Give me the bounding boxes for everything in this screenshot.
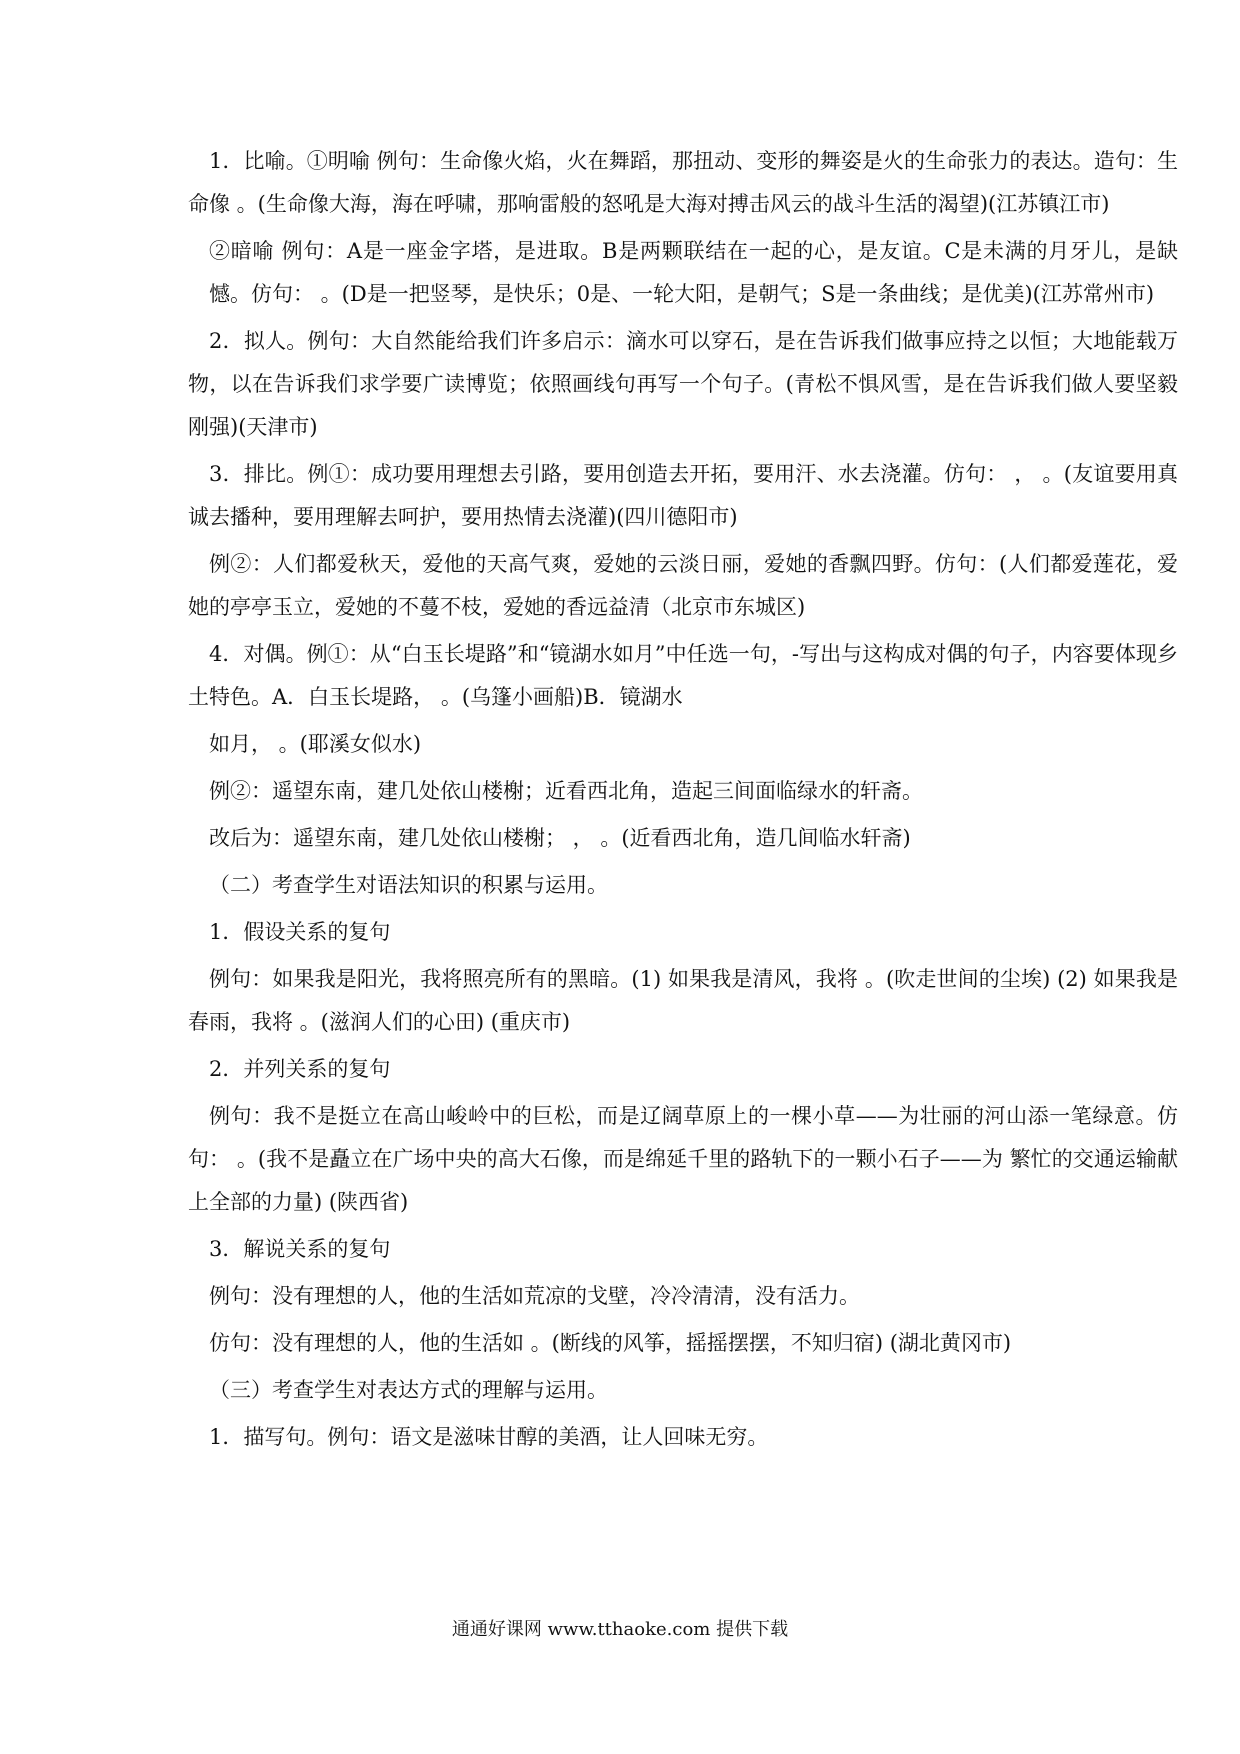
paragraph-antithesis-1-cont: 如月， 。(耶溪女似水) bbox=[209, 732, 422, 756]
paragraph-hypothetical-example: 例句：如果我是阳光，我将照亮所有的黑暗。(1) 如果我是清风，我将 。(吹走世间的尘埃) (2) 如果我是春雨，我将 。(滋润人们的心田) (重庆市) bbox=[188, 967, 1178, 1034]
paragraph-metaphor-simile: 1．比喻。①明喻 例句：生命像火焰，火在舞蹈，那扭动、变形的舞姿是火的生命张力的表达。造句：生命像 。(生命像大海，海在呼啸，那响雷般的怒吼是大海对搏击风云的战斗生活的渴望)(江苏镇江市) bbox=[188, 149, 1178, 216]
paragraph-parallelism-1: 3．排比。例①：成功要用理想去引路，要用创造去开拓，要用汗、水去浇灌。仿句： ， 。(友谊要用真诚去播种，要用理解去呵护，要用热情去浇灌)(四川德阳市) bbox=[188, 462, 1178, 529]
section-heading-expression: （三）考查学生对表达方式的理解与运用。 bbox=[209, 1378, 608, 1402]
subheading-hypothetical: 1．假设关系的复句 bbox=[209, 920, 391, 944]
subheading-coordinate: 2．并列关系的复句 bbox=[209, 1057, 391, 1081]
subheading-explanatory: 3．解说关系的复句 bbox=[209, 1237, 391, 1261]
paragraph-antithesis-1: 4．对偶。例①：从“白玉长堤路”和“镜湖水如月”中任选一句，-写出与这构成对偶的句子，内容要体现乡土特色。A．白玉长堤路， 。(乌篷小画船)B．镜湖水 bbox=[188, 642, 1178, 709]
paragraph-coordinate-example: 例句：我不是挺立在高山峻岭中的巨松，而是辽阔草原上的一棵小草——为壮丽的河山添一笔绿意。仿句： 。(我不是矗立在广场中央的高大石像，而是绵延千里的路轨下的一颗小石子——为 繁忙的交通运输献上全部的力量) (陕西省) bbox=[188, 1104, 1178, 1214]
document-body bbox=[188, 140, 1178, 1463]
paragraph-personification: 2．拟人。例句：大自然能给我们许多启示：滴水可以穿石，是在告诉我们做事应持之以恒；大地能载万物，以在告诉我们求学要广读博览；依照画线句再写一个句子。(青松不惧风雪，是在告诉我们做人要坚毅刚强)(天津市) bbox=[188, 329, 1178, 439]
paragraph-parallelism-2: 例②：人们都爱秋天，爱他的天高气爽，爱她的云淡日丽，爱她的香飘四野。仿句：(人们都爱莲花，爱她的亭亭玉立，爱她的不蔓不枝，爱她的香远益清（北京市东城区) bbox=[188, 552, 1178, 619]
paragraph-descriptive: 1．描写句。例句：语文是滋味甘醇的美酒，让人回味无穷。 bbox=[209, 1425, 769, 1449]
paragraph-metaphor-implicit: ②暗喻 例句：A是一座金字塔，是进取。B是两颗联结在一起的心，是友谊。C是未满的月牙儿，是缺憾。仿句： 。(D是一把竖琴，是快乐；0是、一轮大阳，是朝气；S是一条曲线；是优美)(江苏常州市) bbox=[209, 239, 1178, 306]
page-footer: 通通好课网 www.tthaoke.com 提供下载 bbox=[451, 1619, 789, 1640]
paragraph-antithesis-2: 例②：遥望东南，建几处依山楼榭；近看西北角，造起三间面临绿水的轩斋。 bbox=[209, 779, 923, 803]
section-heading-grammar: （二）考查学生对语法知识的积累与运用。 bbox=[209, 873, 608, 897]
paragraph-antithesis-2-revised: 改后为：遥望东南，建几处依山楼榭； ， 。(近看西北角，造几间临水轩斋) bbox=[209, 826, 911, 850]
paragraph-explanatory-imitation: 仿句：没有理想的人，他的生活如 。(断线的风筝，摇摇摆摆，不知归宿) (湖北黄冈市) bbox=[209, 1331, 1012, 1355]
paragraph-explanatory-example: 例句：没有理想的人，他的生活如荒凉的戈壁，冷冷清清，没有活力。 bbox=[209, 1284, 860, 1308]
